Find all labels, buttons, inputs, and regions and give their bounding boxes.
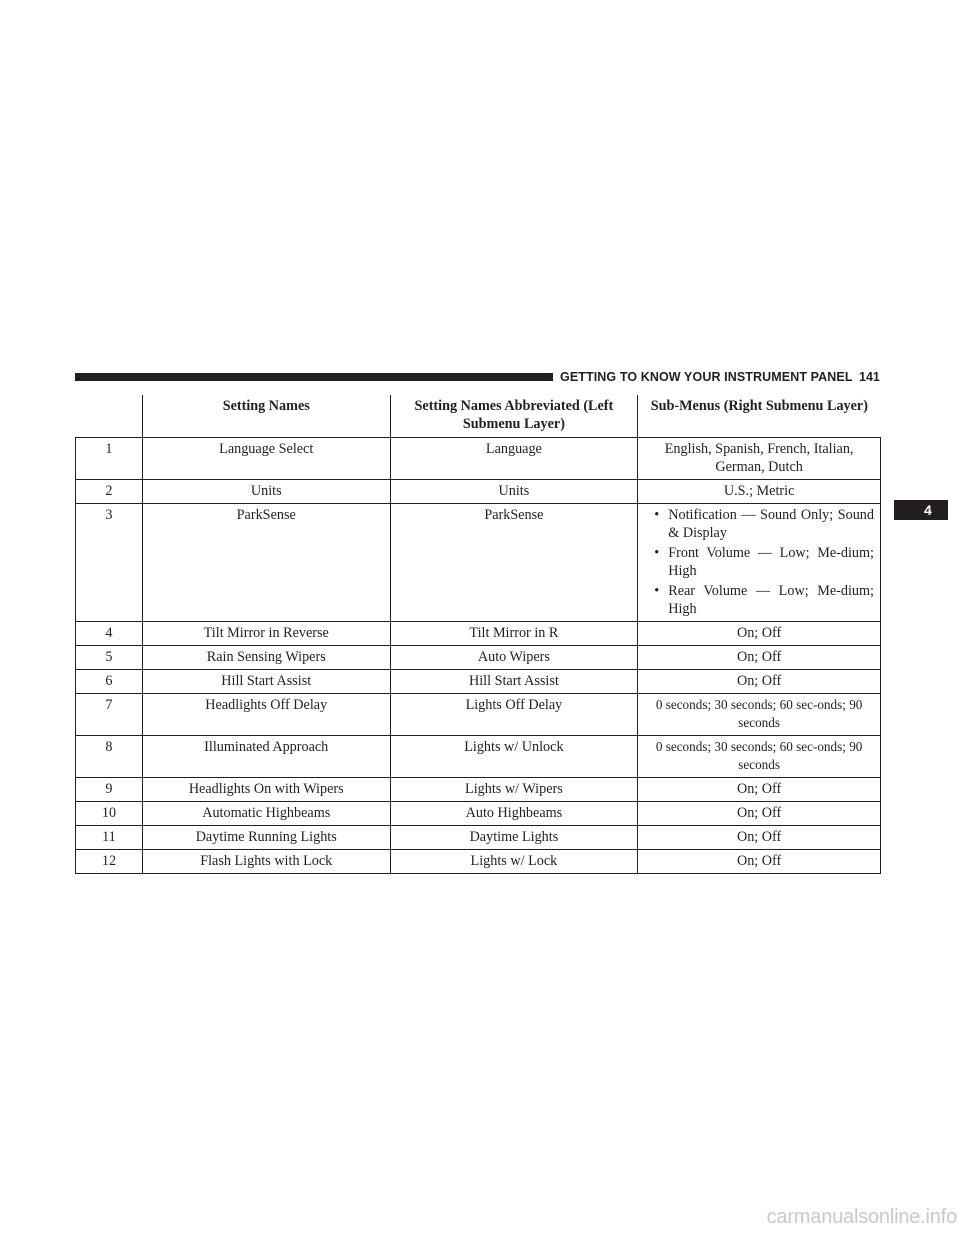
setting-name: ParkSense <box>142 504 390 622</box>
setting-name: Illuminated Approach <box>142 736 390 778</box>
chapter-tab[interactable]: 4 <box>894 500 948 520</box>
sub-menu: On; Off <box>638 622 881 646</box>
row-number: 5 <box>76 646 143 670</box>
list-item: • Notification — Sound Only; Sound & Display <box>654 507 874 541</box>
sub-menu: U.S.; Metric <box>638 480 881 504</box>
setting-abbreviation: Lights w/ Wipers <box>390 778 638 802</box>
table-row <box>76 694 881 736</box>
row-number: 7 <box>76 694 143 736</box>
setting-abbreviation: Tilt Mirror in R <box>390 622 638 646</box>
header-sub-menus: Sub-Menus (Right Submenu Layer) <box>638 395 881 438</box>
settings-table <box>75 395 881 874</box>
table-header-row <box>76 395 881 438</box>
setting-abbreviation: ParkSense <box>390 504 638 622</box>
sub-menu: 0 seconds; 30 seconds; 60 sec-onds; 90 seconds <box>638 736 881 778</box>
setting-name: Language Select <box>142 438 390 480</box>
header-number <box>76 395 143 438</box>
table-row <box>76 826 881 850</box>
row-number: 11 <box>76 826 143 850</box>
sub-menu: On; Off <box>638 646 881 670</box>
sub-menu: On; Off <box>638 802 881 826</box>
table-row <box>76 504 881 622</box>
sub-menu: On; Off <box>638 670 881 694</box>
sub-menu-list <box>644 506 874 618</box>
running-header-title: GETTING TO KNOW YOUR INSTRUMENT PANEL <box>560 370 853 384</box>
row-number: 10 <box>76 802 143 826</box>
page-number: 141 <box>859 370 880 384</box>
header-setting-names: Setting Names <box>142 395 390 438</box>
row-number: 3 <box>76 504 143 622</box>
sub-menu: On; Off <box>638 850 881 874</box>
sub-menu: On; Off <box>638 826 881 850</box>
sub-menu <box>638 504 881 622</box>
setting-name: Headlights On with Wipers <box>142 778 390 802</box>
table-row <box>76 646 881 670</box>
watermark: carmanualsonline.info <box>766 1206 957 1228</box>
row-number: 8 <box>76 736 143 778</box>
header-rule <box>75 373 553 381</box>
row-number: 1 <box>76 438 143 480</box>
setting-name: Rain Sensing Wipers <box>142 646 390 670</box>
table-row <box>76 850 881 874</box>
sub-menu: 0 seconds; 30 seconds; 60 sec-onds; 90 seconds <box>638 694 881 736</box>
setting-abbreviation: Auto Highbeams <box>390 802 638 826</box>
bullet-icon: • <box>654 507 660 523</box>
table-row <box>76 480 881 504</box>
table-row <box>76 802 881 826</box>
setting-abbreviation: Lights w/ Unlock <box>390 736 638 778</box>
setting-abbreviation: Hill Start Assist <box>390 670 638 694</box>
table-row <box>76 778 881 802</box>
bullet-icon: • <box>654 583 660 599</box>
setting-abbreviation: Auto Wipers <box>390 646 638 670</box>
setting-abbreviation: Lights w/ Lock <box>390 850 638 874</box>
sub-menu: English, Spanish, French, Italian, German, Dutch <box>638 438 881 480</box>
setting-name: Flash Lights with Lock <box>142 850 390 874</box>
table-row <box>76 736 881 778</box>
setting-name: Daytime Running Lights <box>142 826 390 850</box>
setting-abbreviation: Language <box>390 438 638 480</box>
setting-name: Automatic Highbeams <box>142 802 390 826</box>
setting-name: Hill Start Assist <box>142 670 390 694</box>
bullet-icon: • <box>654 545 660 561</box>
table-row <box>76 670 881 694</box>
table-row <box>76 622 881 646</box>
sub-menu: On; Off <box>638 778 881 802</box>
setting-name: Tilt Mirror in Reverse <box>142 622 390 646</box>
setting-abbreviation: Daytime Lights <box>390 826 638 850</box>
row-number: 2 <box>76 480 143 504</box>
setting-name: Units <box>142 480 390 504</box>
header-abbreviated: Setting Names Abbreviated (Left Submenu Layer) <box>390 395 638 438</box>
row-number: 6 <box>76 670 143 694</box>
list-item: • Front Volume — Low; Me-dium; High <box>654 545 874 579</box>
setting-name: Headlights Off Delay <box>142 694 390 736</box>
setting-abbreviation: Units <box>390 480 638 504</box>
table-row <box>76 438 881 480</box>
list-item: • Rear Volume — Low; Me-dium; High <box>654 583 874 617</box>
row-number: 12 <box>76 850 143 874</box>
setting-abbreviation: Lights Off Delay <box>390 694 638 736</box>
row-number: 4 <box>76 622 143 646</box>
row-number: 9 <box>76 778 143 802</box>
